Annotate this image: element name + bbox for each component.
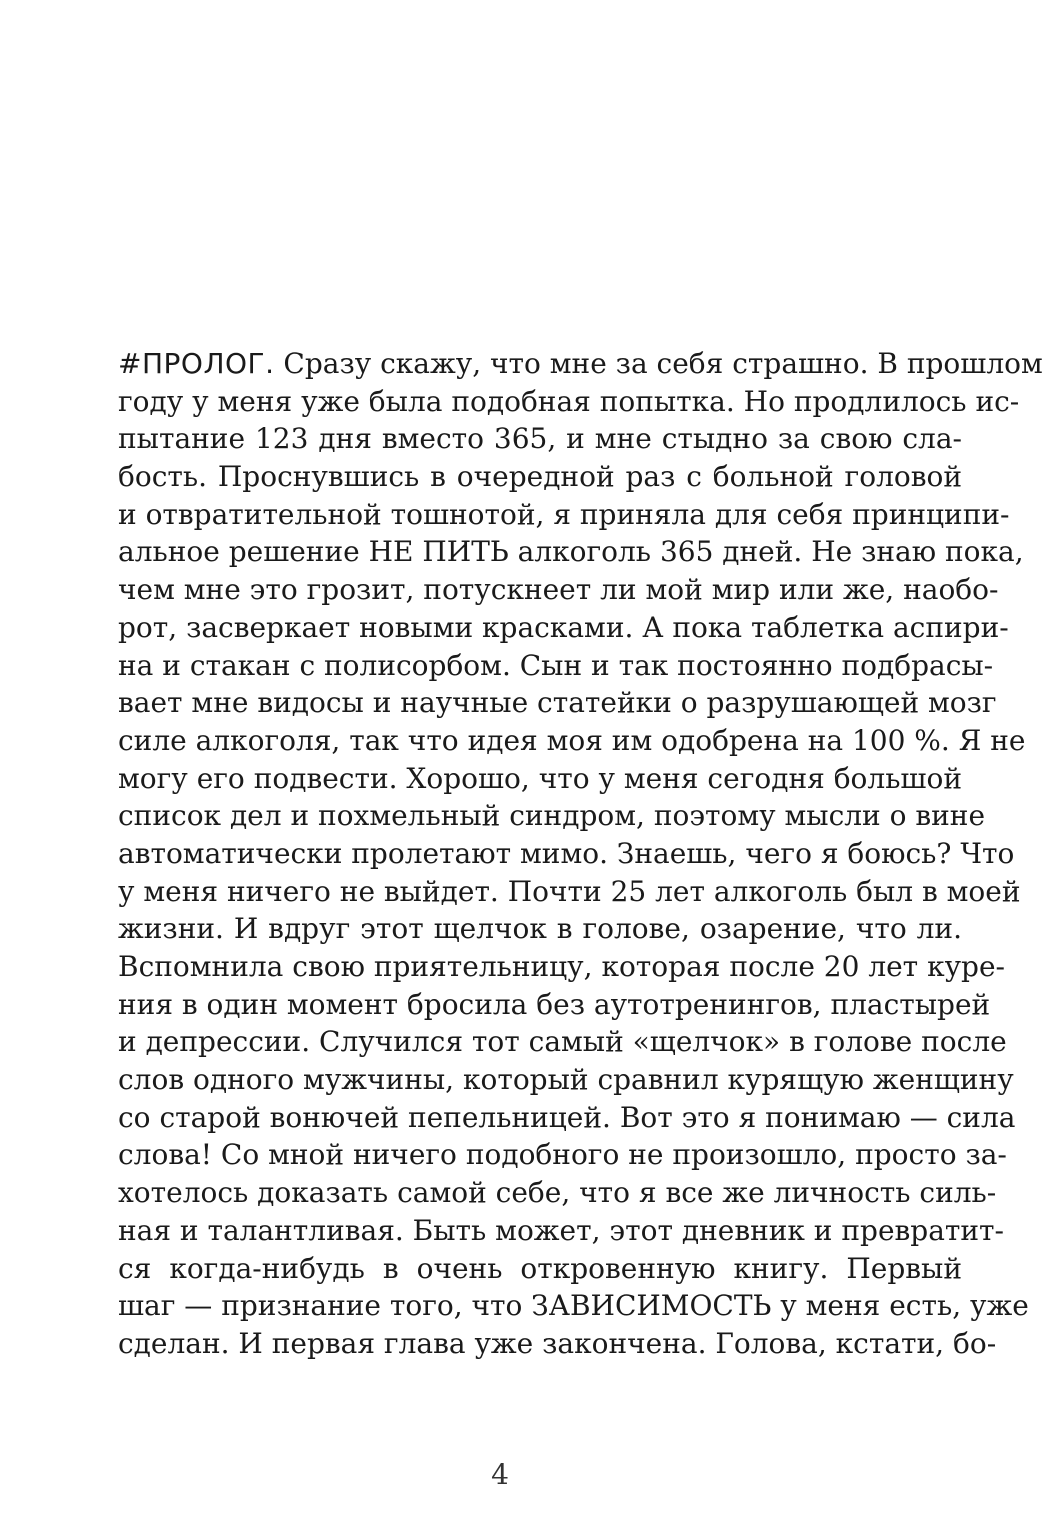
text-line-10: вает мне видосы и научные статейки о разрушающей мозг xyxy=(118,686,997,720)
text-line-23: хотелось доказать самой себе, что я все же личность силь- xyxy=(118,1176,997,1210)
text-line-18: ния в один момент бросила без аутотренингов, пластырей xyxy=(118,987,991,1021)
text-line-27: сделан. И первая глава уже закончена. Голова, кстати, бо- xyxy=(118,1326,997,1360)
chapter-heading: #ПРОЛОГ. xyxy=(118,347,275,380)
text-line-15: у меня ничего не выйдет. Почти 25 лет алкоголь был в моей xyxy=(118,874,1021,908)
text-line-17: Вспомнила свою приятельницу, которая после 20 лет куре- xyxy=(118,950,1006,983)
text-line-8: рот, засверкает новыми красками. А пока таблетка аспири- xyxy=(118,610,1009,644)
text-line-13: список дел и похмельный синдром, поэтому мысли о вине xyxy=(118,799,986,833)
text-line-6: альное решение НЕ ПИТЬ алкоголь 365 дней. Не знаю пока, xyxy=(118,535,1024,569)
text-line-14: автоматически пролетают мимо. Знаешь, чего я боюсь? Что xyxy=(118,836,1015,870)
text-line-25: ся когда-нибудь в очень откровенную книгу. Первый xyxy=(118,1251,962,1285)
page-body xyxy=(118,345,1043,1363)
text-line-19: и депрессии. Случился тот самый «щелчок» в голове после xyxy=(118,1025,1007,1059)
text-line-22: слова! Со мной ничего подобного не произошло, просто за- xyxy=(118,1138,1007,1172)
text-line-1-body: Сразу скажу, что мне за себя страшно. В прошлом xyxy=(274,347,1043,380)
text-line-26: шаг — признание того, что ЗАВИСИМОСТЬ у меня есть, уже xyxy=(118,1289,1029,1323)
text-line-21: со старой вонючей пепельницей. Вот это я понимаю — сила xyxy=(118,1100,1016,1134)
text-line-7: чем мне это грозит, потускнеет ли мой мир или же, наобо- xyxy=(118,573,999,607)
text-line-16: жизни. И вдруг этот щелчок в голове, озарение, что ли. xyxy=(118,912,962,946)
page-number: 4 xyxy=(491,1458,509,1491)
text-line-9: на и стакан с полисорбом. Сын и так постоянно подбрасы- xyxy=(118,648,994,682)
text-line-2: году у меня уже была подобная попытка. Но продлилось ис- xyxy=(118,384,1020,418)
text-line-3: пытание 123 дня вместо 365, и мне стыдно за свою сла- xyxy=(118,422,962,456)
text-line-11: силе алкоголя, так что идея моя им одобрена на 100 %. Я не xyxy=(118,723,1026,757)
text-line-20: слов одного мужчины, который сравнил курящую женщину xyxy=(118,1063,1014,1097)
text-line-12: могу его подвести. Хорошо, что у меня сегодня большой xyxy=(118,761,962,795)
text-line-24: ная и талантливая. Быть может, этот дневник и превратит- xyxy=(118,1213,1005,1247)
text-line-5: и отвратительной тошнотой, я приняла для себя принципи- xyxy=(118,497,1010,531)
text-line-1 xyxy=(118,345,1043,383)
text-line-4: бость. Проснувшись в очередной раз с больной головой xyxy=(118,460,962,494)
